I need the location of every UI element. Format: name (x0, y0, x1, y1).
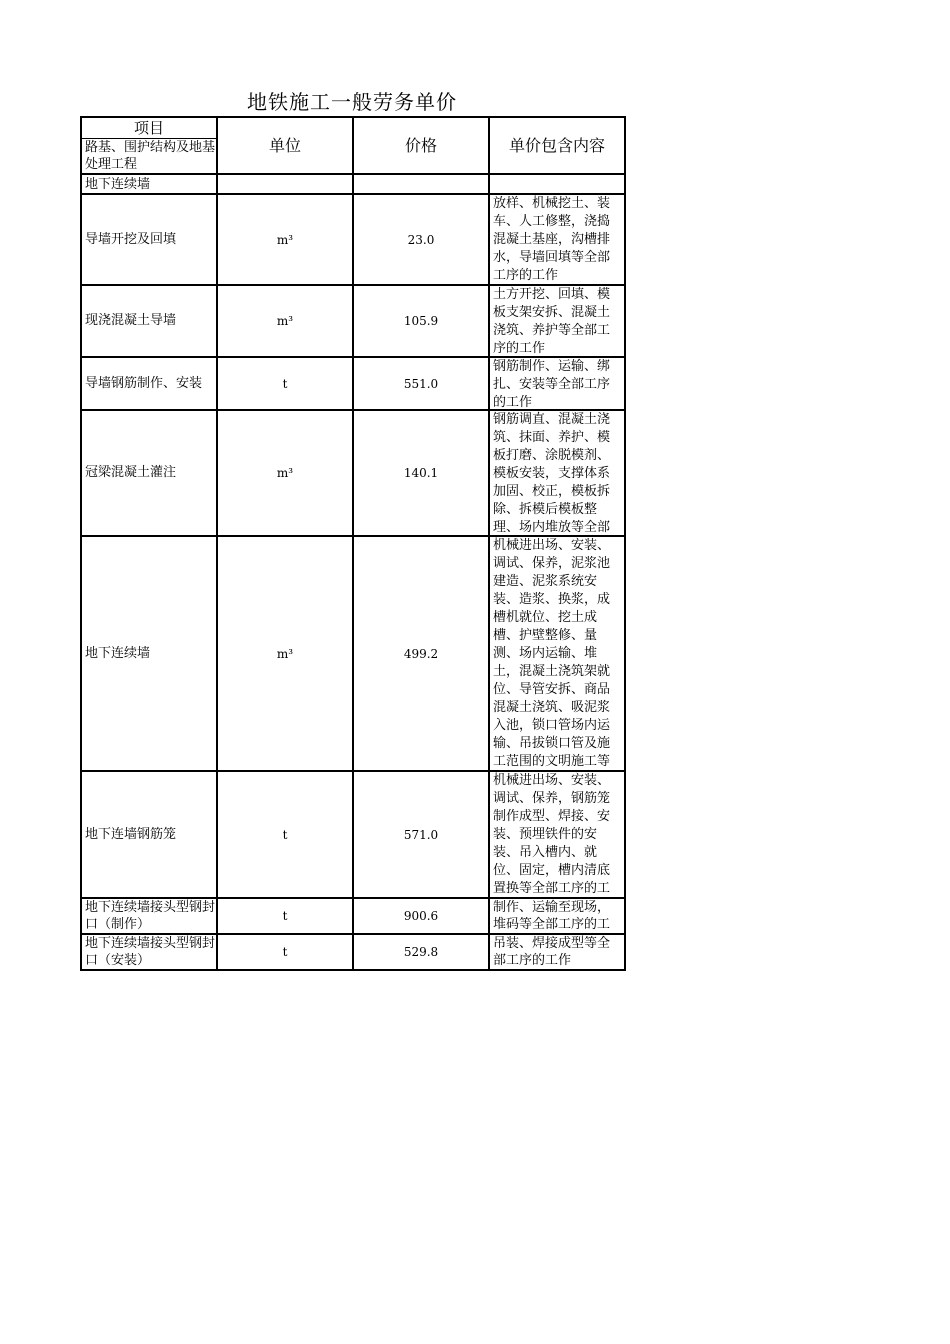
header-item-category: 路基、围护结构及地基处理工程 (85, 140, 216, 172)
row-content (489, 898, 625, 934)
row-content (489, 285, 625, 357)
row-unit: m³ (217, 536, 353, 771)
row-name: 冠梁混凝土灌注 (81, 410, 217, 536)
row-name (81, 934, 217, 970)
empty-cell (489, 174, 625, 194)
row-price: 23.0 (353, 194, 489, 285)
header-item: 项目 (82, 118, 216, 139)
row-name: 地下连墙钢筋笼 (81, 771, 217, 898)
row-name: 地下连续墙 (81, 536, 217, 771)
row-name: 导墙开挖及回填 (81, 194, 217, 285)
table-header-row (81, 117, 625, 174)
row-content-text: 放样、机械挖土、装车、人工修整，浇捣混凝土基座，沟槽排水，导墙回填等全部工序的工作 (493, 196, 611, 283)
table-row (81, 898, 625, 934)
table-row (81, 536, 625, 771)
row-unit: t (217, 771, 353, 898)
table-row (81, 410, 625, 536)
row-content (489, 194, 625, 285)
row-name: 导墙钢筋制作、安装 (81, 357, 217, 410)
section-row (81, 174, 625, 194)
row-name-text: 地下连续墙接头型钢封口（安装） (85, 936, 216, 968)
header-item-cell (81, 117, 217, 174)
row-price: 571.0 (353, 771, 489, 898)
row-content (489, 357, 625, 410)
row-price: 499.2 (353, 536, 489, 771)
table-row (81, 771, 625, 898)
row-content-text: 制作、运输至现场，堆码等全部工序的工 (493, 900, 611, 932)
row-content-text: 钢筋制作、运输、绑扎、安装等全部工序的工作 (493, 359, 611, 409)
header-unit: 单位 (217, 117, 353, 174)
row-content-text: 吊装、焊接成型等全部工序的工作 (493, 936, 611, 968)
row-price: 900.6 (353, 898, 489, 934)
row-content (489, 771, 625, 898)
row-name-text: 地下连续墙接头型钢封口（制作） (85, 900, 216, 932)
row-name: 现浇混凝土导墙 (81, 285, 217, 357)
row-unit: t (217, 357, 353, 410)
row-price: 105.9 (353, 285, 489, 357)
page-title: 地铁施工一般劳务单价 (247, 90, 457, 114)
labor-price-table (80, 116, 626, 971)
row-content-text: 机械进出场、安装、调试、保养，泥浆池建造、泥浆系统安装、造浆、换浆，成槽机就位、挖土成槽、护壁整修、量测、场内运输、堆土，混凝土浇筑架就位、导管安拆、商品混凝土浇筑、吸泥浆入池，锁口管场内运输、吊拔锁口管及施工范围的文明施工等 (493, 538, 611, 769)
row-price: 551.0 (353, 357, 489, 410)
section-label: 地下连续墙 (81, 174, 217, 194)
row-unit: m³ (217, 285, 353, 357)
empty-cell (217, 174, 353, 194)
table-row (81, 194, 625, 285)
row-unit: t (217, 934, 353, 970)
row-unit: m³ (217, 410, 353, 536)
row-content (489, 536, 625, 771)
row-unit: m³ (217, 194, 353, 285)
row-content (489, 410, 625, 536)
table-row (81, 357, 625, 410)
row-content-text: 土方开挖、回填、模板支架安拆、混凝土浇筑、养护等全部工序的工作 (493, 287, 611, 356)
row-content (489, 934, 625, 970)
row-content-text: 机械进出场、安装、调试、保养，钢筋笼制作成型、焊接、安装、预埋铁件的安装、吊入槽内、就位、固定，槽内清底置换等全部工序的工 (493, 773, 611, 896)
row-unit: t (217, 898, 353, 934)
row-content-text: 钢筋调直、混凝土浇筑、抹面、养护、模板打磨、涂脱模剂、模板安装，支撑体系加固、校正，模板拆除、拆模后模板整理、场内堆放等全部 (493, 412, 611, 535)
row-name (81, 898, 217, 934)
empty-cell (353, 174, 489, 194)
row-price: 529.8 (353, 934, 489, 970)
header-price: 价格 (353, 117, 489, 174)
row-price: 140.1 (353, 410, 489, 536)
header-content: 单价包含内容 (489, 117, 625, 174)
table-row (81, 934, 625, 970)
table-row (81, 285, 625, 357)
